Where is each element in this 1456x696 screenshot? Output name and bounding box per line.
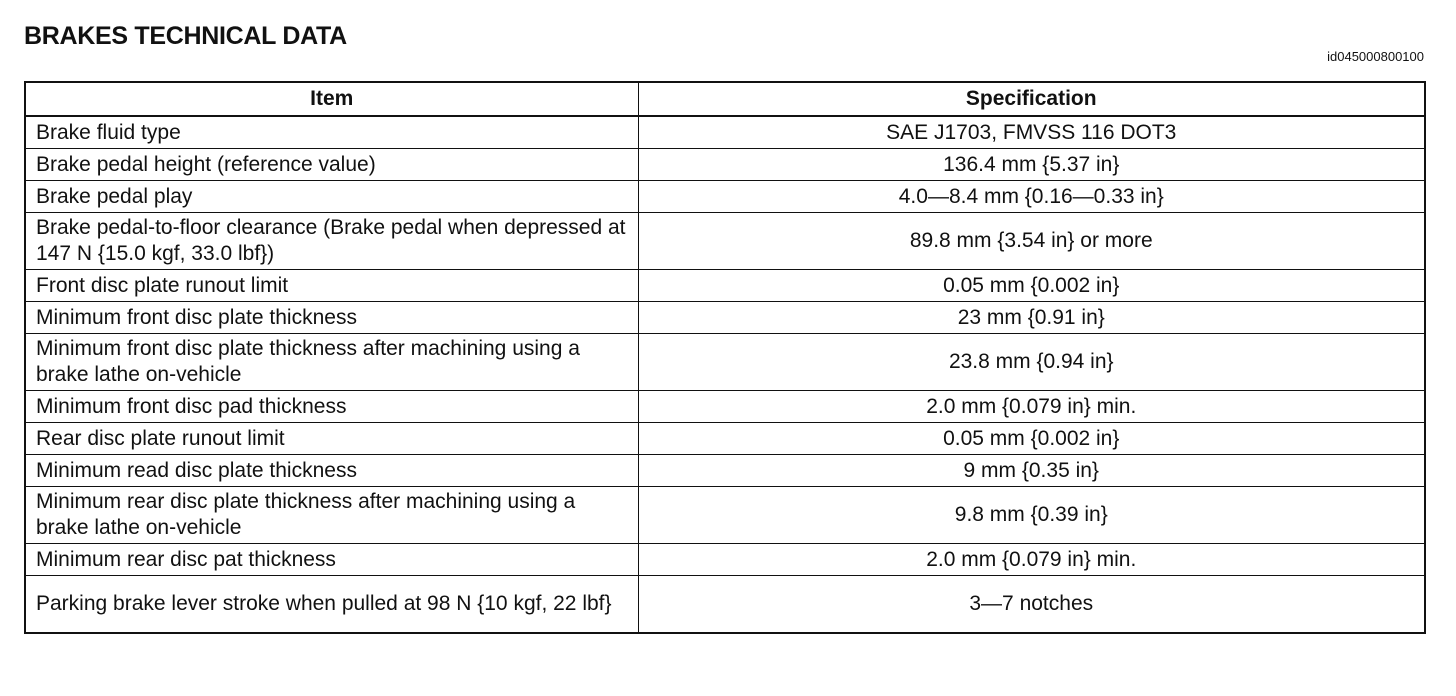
item-cell: Minimum read disc plate thickness	[25, 455, 638, 487]
document-title: BRAKES TECHNICAL DATA	[24, 22, 347, 50]
table-row	[25, 423, 1425, 455]
table-header-row	[25, 82, 1425, 116]
table-row	[25, 116, 1425, 149]
column-header-item: Item	[25, 82, 638, 116]
item-cell: Brake fluid type	[25, 116, 638, 149]
item-cell: Minimum front disc plate thickness	[25, 302, 638, 334]
spec-cell: 23 mm {0.91 in}	[638, 302, 1425, 334]
spec-cell: 2.0 mm {0.079 in} min.	[638, 391, 1425, 423]
table-row	[25, 181, 1425, 213]
item-cell: Rear disc plate runout limit	[25, 423, 638, 455]
table-row	[25, 391, 1425, 423]
table-row	[25, 455, 1425, 487]
item-cell: Minimum front disc pad thickness	[25, 391, 638, 423]
spec-cell: 9.8 mm {0.39 in}	[638, 487, 1425, 544]
spec-cell: 89.8 mm {3.54 in} or more	[638, 213, 1425, 270]
table-row	[25, 149, 1425, 181]
spec-cell: 0.05 mm {0.002 in}	[638, 423, 1425, 455]
spec-cell: 136.4 mm {5.37 in}	[638, 149, 1425, 181]
table-row	[25, 544, 1425, 576]
table-row	[25, 270, 1425, 302]
item-cell: Brake pedal height (reference value)	[25, 149, 638, 181]
spec-cell: SAE J1703, FMVSS 116 DOT3	[638, 116, 1425, 149]
spec-cell: 0.05 mm {0.002 in}	[638, 270, 1425, 302]
item-cell: Parking brake lever stroke when pulled at 98 N {10 kgf, 22 lbf}	[25, 576, 638, 634]
spec-cell: 4.0—8.4 mm {0.16—0.33 in}	[638, 181, 1425, 213]
spec-cell: 9 mm {0.35 in}	[638, 455, 1425, 487]
table-row	[25, 576, 1425, 634]
table-row	[25, 302, 1425, 334]
table-row	[25, 487, 1425, 544]
table-row	[25, 213, 1425, 270]
item-cell: Minimum front disc plate thickness after machining using a brake lathe on-vehicle	[25, 334, 638, 391]
item-cell: Minimum rear disc pat thickness	[25, 544, 638, 576]
item-cell: Minimum rear disc plate thickness after machining using a brake lathe on-vehicle	[25, 487, 638, 544]
brakes-spec-table	[24, 81, 1426, 634]
table-row	[25, 334, 1425, 391]
document-id: id045000800100	[1327, 49, 1424, 64]
spec-cell: 3—7 notches	[638, 576, 1425, 634]
column-header-specification: Specification	[638, 82, 1425, 116]
item-cell: Brake pedal-to-floor clearance (Brake pedal when depressed at 147 N {15.0 kgf, 33.0 lbf})	[25, 213, 638, 270]
item-cell: Front disc plate runout limit	[25, 270, 638, 302]
spec-cell: 2.0 mm {0.079 in} min.	[638, 544, 1425, 576]
item-cell: Brake pedal play	[25, 181, 638, 213]
spec-cell: 23.8 mm {0.94 in}	[638, 334, 1425, 391]
